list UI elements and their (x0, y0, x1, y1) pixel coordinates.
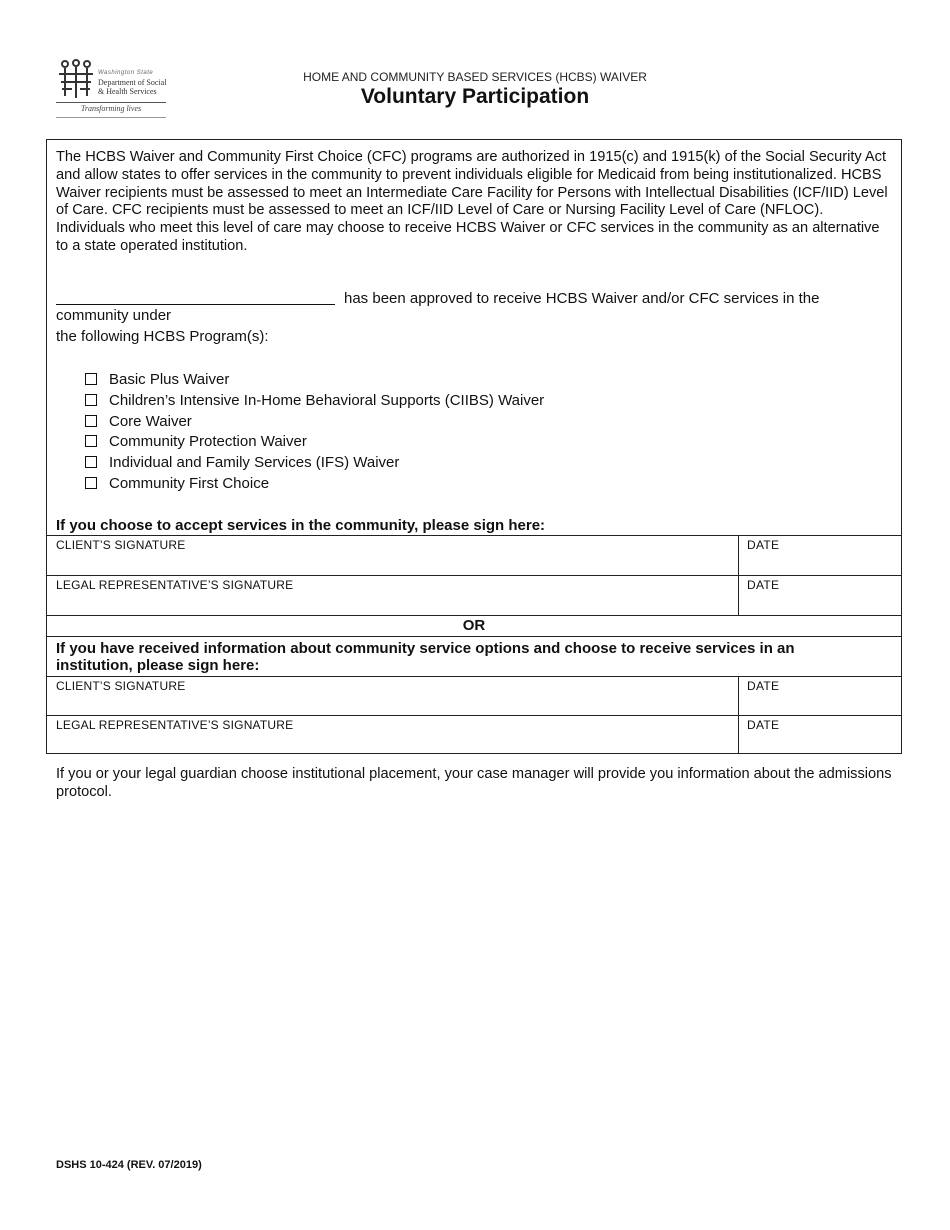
program-label: Community First Choice (109, 474, 270, 492)
client-name-field[interactable] (56, 304, 335, 305)
date-label: DATE (747, 679, 780, 693)
program-option-community-protection[interactable] (85, 431, 307, 451)
date-label: DATE (747, 538, 780, 552)
institution-legal-signature-row (46, 715, 902, 754)
checkbox[interactable] (85, 415, 97, 427)
accept-legal-signature-row (46, 575, 902, 615)
program-label: Community Protection Waiver (109, 432, 307, 450)
approval-text: has been approved to receive HCBS Waiver and/or CFC services in the (344, 290, 820, 307)
checkbox[interactable] (85, 456, 97, 468)
accept-legal-date-field[interactable] (738, 576, 780, 615)
institution-legal-signature-field[interactable] (46, 716, 738, 755)
legal-representative-signature-label: LEGAL REPRESENTATIVE’S SIGNATURE (56, 718, 294, 732)
logo-state-text: Washington State (98, 70, 154, 76)
institution-client-signature-field[interactable] (46, 677, 738, 716)
logo-divider-bottom (56, 117, 166, 118)
date-label: DATE (747, 718, 780, 732)
accept-client-signature-row (46, 535, 902, 575)
checkbox[interactable] (85, 477, 97, 489)
client-signature-label: CLIENT’S SIGNATURE (56, 679, 186, 693)
program-option-basic-plus[interactable] (85, 369, 229, 389)
logo-department-text: Department of Social (98, 78, 167, 87)
or-divider: OR (46, 615, 902, 637)
intro-paragraph: The HCBS Waiver and Community First Choice (CFC) programs are authorized in 1915(c) and 1915(k) of the Social Security Act and allow states to offer services in the community to prevent individuals eligible for Medicaid from being institutionalized. HCBS Waiver recipients must be assessed to meet an Intermediate Care Facility for Persons with Intellectual Disabilities (ICF/IID) Level of Care. CFC recipients must be assessed to meet an ICF/IID Level of Care or Nursing Facility Level of Care (NFLOC). Individuals who meet this level of care may choose to receive HCBS Waiver or CFC services in the community as an alternative to a state operated institution. (56, 149, 888, 254)
program-option-core[interactable] (85, 411, 192, 431)
date-label: DATE (747, 578, 780, 592)
accept-services-heading: If you choose to accept services in the community, please sign here: (56, 517, 546, 534)
program-option-ciibs[interactable] (85, 390, 544, 410)
institution-legal-date-field[interactable] (738, 716, 780, 754)
checkbox[interactable] (85, 373, 97, 385)
client-signature-label: CLIENT’S SIGNATURE (56, 538, 186, 552)
program-option-ifs[interactable] (85, 452, 399, 472)
institution-client-signature-row (46, 676, 902, 715)
program-label: Core Waiver (109, 412, 192, 430)
approval-text-continued: community under (56, 307, 172, 324)
form-title: Voluntary Participation (360, 85, 590, 108)
program-label: Individual and Family Services (IFS) Waiver (109, 453, 400, 471)
accept-client-signature-field[interactable] (46, 536, 738, 576)
accept-client-date-field[interactable] (738, 536, 780, 575)
logo-health-services-text: & Health Services (98, 87, 157, 96)
legal-representative-signature-label: LEGAL REPRESENTATIVE’S SIGNATURE (56, 578, 294, 592)
checkbox[interactable] (85, 394, 97, 406)
institution-client-date-field[interactable] (738, 677, 780, 715)
institutional-placement-note: If you or your legal guardian choose institutional placement, your case manager will provide you information about the admissions protocol. (56, 766, 892, 800)
programs-intro-text: the following HCBS Program(s): (56, 328, 269, 345)
program-label: Basic Plus Waiver (109, 370, 230, 388)
institution-heading: If you have received information about community service options and choose to receive services in an institution, please sign here: (56, 640, 795, 674)
checkbox[interactable] (85, 435, 97, 447)
form-subtitle: HOME AND COMMUNITY BASED SERVICES (HCBS) WAIVER (303, 70, 647, 84)
program-label: Children’s Intensive In-Home Behavioral Supports (CIIBS) Waiver (109, 391, 545, 409)
form-number: DSHS 10-424 (REV. 07/2019) (56, 1159, 202, 1171)
program-option-community-first-choice[interactable] (85, 473, 269, 493)
logo-tagline: Transforming lives (80, 104, 142, 113)
accept-legal-signature-field[interactable] (46, 576, 738, 616)
